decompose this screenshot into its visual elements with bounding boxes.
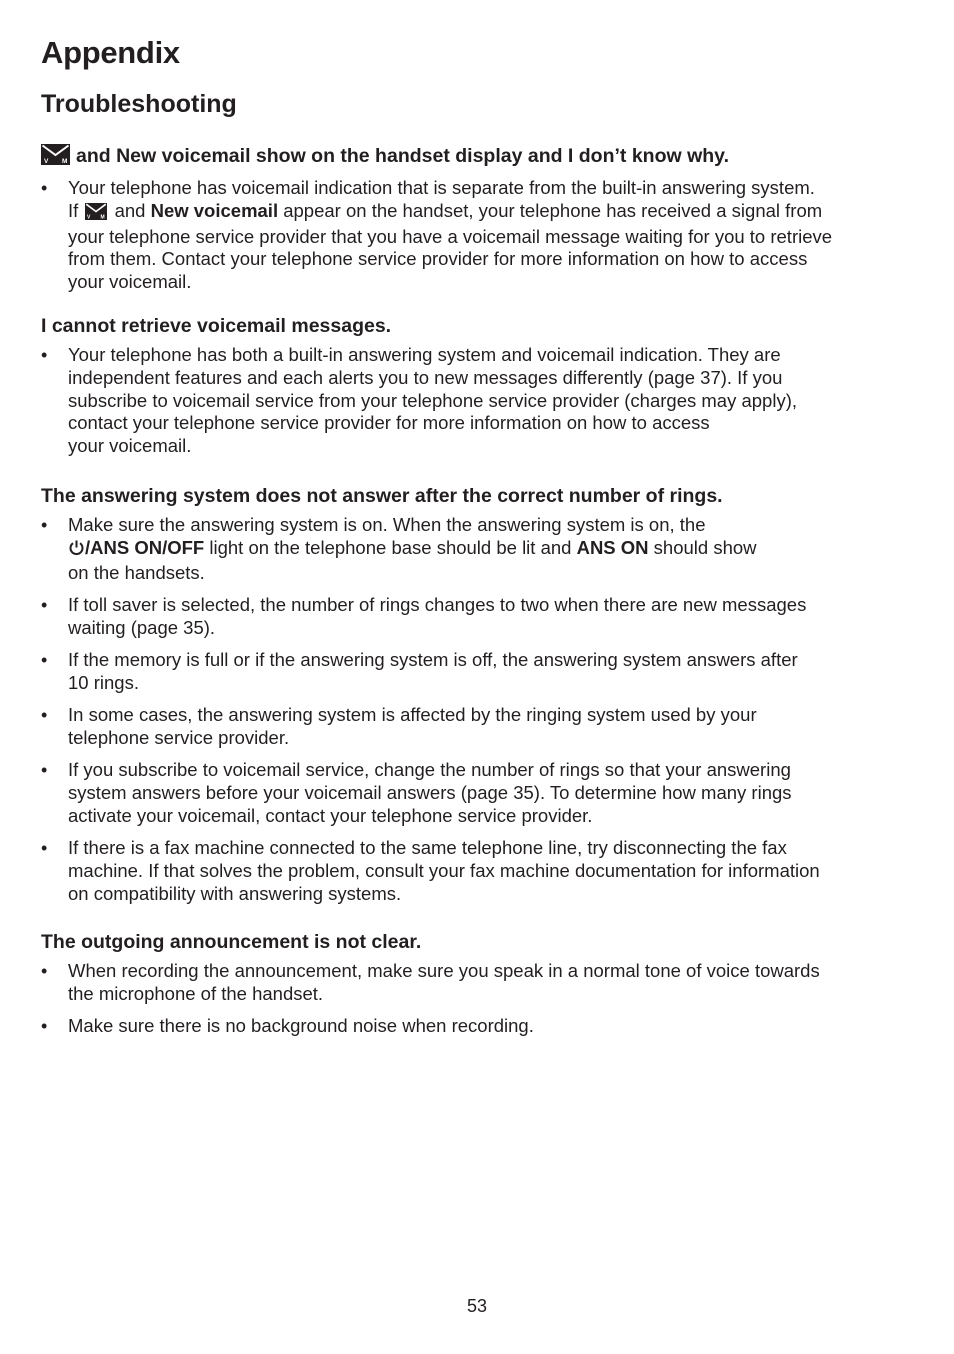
- topic-heading: V M and New voicemail show on the handset display and I don’t know why.: [41, 144, 921, 171]
- svg-text:M: M: [62, 158, 68, 165]
- topic-heading: The outgoing announcement is not clear.: [41, 931, 422, 953]
- voicemail-envelope-icon: [85, 203, 107, 226]
- section-title: Troubleshooting: [41, 90, 237, 118]
- topic-heading: The answering system does not answer after the correct number of rings.: [41, 485, 723, 507]
- list-item: • If there is a fax machine connected to the same telephone line, try disconnecting the fax machine. If that solves the problem, consult your fax machine documentation for information on compatibility with answering systems.: [41, 837, 921, 905]
- svg-text:V: V: [44, 158, 49, 165]
- list-item: • If you subscribe to voicemail service, change the number of rings so that your answering system answers before your voicemail answers (page 35). To determine how many rings activate your voicemail, contact your telephone service provider.: [41, 759, 921, 827]
- power-icon: [68, 539, 85, 562]
- list-item: • Your telephone has both a built-in answering system and voicemail indication. They are independent features and each alerts you to new messages differently (page 37). If you subscribe to voicemail service from your telephone service provider (charges may apply), contact your telephone service provider for more information on how to access your voicemail.: [41, 344, 921, 458]
- page-number: 53: [466, 1296, 488, 1316]
- list-item: • Make sure there is no background noise when recording.: [41, 1015, 921, 1038]
- voicemail-envelope-icon: [41, 144, 70, 171]
- topic-retrieve-voicemail: [41, 314, 921, 467]
- page-title: Appendix: [41, 35, 180, 70]
- topic-answer-rings: [41, 484, 921, 915]
- topic-voicemail-indicator: [41, 144, 921, 303]
- svg-text:M: M: [100, 214, 106, 220]
- list-item: • If the memory is full or if the answering system is off, the answering system answers after 10 rings.: [41, 649, 921, 695]
- list-item: • When recording the announcement, make sure you speak in a normal tone of voice towards the microphone of the handset.: [41, 960, 921, 1006]
- topic-heading: I cannot retrieve voicemail messages.: [41, 315, 392, 337]
- list-item: • Make sure the answering system is on. When the answering system is on, the /ANS ON/OFF light on the telephone base should be lit and ANS ON should show on the handsets.: [41, 514, 921, 584]
- list-item: • Your telephone has voicemail indication that is separate from the built-in answering system. If V M and New voicemail appear on the handset, your telephone has received a signal from your telephone service provider that you have a voicemail message waiting for you to retrieve from them. Contact your telephone service provider for more information on how to access your voicemail.: [41, 177, 921, 294]
- list-item: • If toll saver is selected, the number of rings changes to two when there are new messages waiting (page 35).: [41, 594, 921, 640]
- svg-text:V: V: [87, 214, 91, 220]
- topic-announcement: [41, 930, 921, 1047]
- list-item: • In some cases, the answering system is affected by the ringing system used by your telephone service provider.: [41, 704, 921, 750]
